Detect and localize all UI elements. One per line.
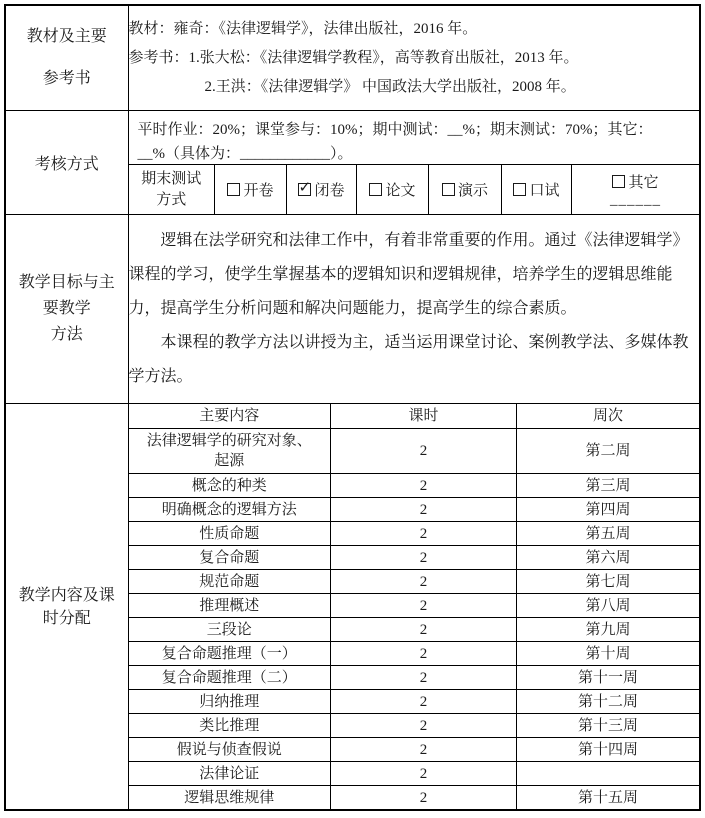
reference-line-1: 参考书：1.张大松：《法律逻辑学教程》，高等教育出版社，2013 年。 [128,49,579,66]
week-cell: 第十一周 [517,666,700,690]
schedule-row [5,404,700,811]
week-cell: 第五周 [517,522,700,546]
topic-cell: 复合命题 [129,546,331,570]
hours-cell: 2 [331,762,517,786]
column-header-week: 周次 [517,404,700,429]
schedule-content [128,404,700,811]
table-row [129,690,700,714]
objectives-header-line: 方法 [50,326,83,343]
option-presentation [429,165,502,215]
schedule-header-line: 教学内容及课 [18,586,115,604]
option-label: 其它 [628,174,659,191]
checkbox-icon[interactable] [369,183,382,196]
textbook-header-line: 教材及主要 [26,28,107,45]
objectives-content [128,215,700,404]
topic-cell: 复合命题推理（一） [129,642,331,666]
assessment-header-label: 考核方式 [34,156,99,173]
table-row [129,498,700,522]
week-cell: 第三周 [517,474,700,498]
hours-cell: 2 [331,546,517,570]
objectives-header-line: 要教学 [42,300,91,317]
topic-cell: 类比推理 [129,714,331,738]
checkbox-icon[interactable] [227,183,240,196]
hours-cell: 2 [331,786,517,810]
table-row [129,474,700,498]
option-essay [357,165,429,215]
topic-cell: 法律论证 [129,762,331,786]
topic-cell: 归纳推理 [129,690,331,714]
topic-cell: 推理概述 [129,594,331,618]
schedule-header-row [129,404,700,429]
assessment-breakdown [129,111,700,164]
checkbox-checked-icon[interactable] [298,183,311,196]
topic-cell: 明确概念的逻辑方法 [129,498,331,522]
syllabus-table [4,4,701,811]
table-row [129,762,700,786]
textbook-header-line: 参考书 [42,70,91,87]
week-cell: 第二周 [517,429,700,474]
option-label: 开卷 [243,183,274,199]
assessment-row-header [5,111,128,215]
other-blank-line: ______ [610,191,661,208]
hours-cell: 2 [331,429,517,474]
topic-cell: 复合命题推理（二） [129,666,331,690]
option-oral [502,165,572,215]
reference-line-2: 2.王洪：《法律逻辑学》 中国政法大学出版社，2008 年。 [204,78,576,95]
textbook-row-header [5,5,128,111]
topic-cell: 法律逻辑学的研究对象、起源 [129,429,331,474]
table-row [129,594,700,618]
table-row [129,546,700,570]
week-cell: 第十三周 [517,714,700,738]
week-cell: 第六周 [517,546,700,570]
week-cell: 第十二周 [517,690,700,714]
final-exam-format-table [129,164,700,214]
week-cell [517,762,700,786]
column-header-topic: 主要内容 [129,404,331,429]
hours-cell: 2 [331,642,517,666]
hours-cell: 2 [331,570,517,594]
table-row [129,666,700,690]
option-label: 口试 [529,183,560,199]
objectives-header-line: 教学目标与主 [18,274,115,291]
week-cell: 第七周 [517,570,700,594]
assessment-row [5,111,700,215]
table-row [129,714,700,738]
hours-cell: 2 [331,498,517,522]
option-closed-book [287,165,357,215]
schedule-table [129,404,700,809]
table-row [129,618,700,642]
checkbox-icon[interactable] [612,175,625,188]
week-cell: 第十四周 [517,738,700,762]
objectives-row [5,215,700,404]
final-exam-format-label: 期末测试 方式 [129,165,215,215]
week-cell: 第十五周 [517,786,700,810]
assessment-breakdown-line: 平时作业：20%；课堂参与：10%；期中测试：__%；期末测试：70%；其它： [137,122,653,138]
hours-cell: 2 [331,690,517,714]
hours-cell: 2 [331,714,517,738]
methods-paragraph: 本课程的教学方法以讲授为主，适当运用课堂讨论、案例教学法、多媒体教学方法。 [128,334,689,385]
topic-cell: 规范命题 [129,570,331,594]
week-cell: 第八周 [517,594,700,618]
textbook-line: 教材：雍奇：《法律逻辑学》，法律出版社，2016 年。 [128,20,478,37]
hours-cell: 2 [331,522,517,546]
textbook-content [128,5,700,111]
objectives-row-header [5,215,128,404]
table-row [129,522,700,546]
option-label: 演示 [457,183,488,199]
schedule-row-header [5,404,128,811]
option-open-book [215,165,287,215]
assessment-breakdown-line: __%（具体为：____________）。 [137,146,353,162]
option-other [572,165,700,215]
table-row [129,642,700,666]
checkbox-icon[interactable] [513,183,526,196]
hours-cell: 2 [331,738,517,762]
checkbox-icon[interactable] [442,183,455,196]
textbook-row [5,5,700,111]
week-cell: 第九周 [517,618,700,642]
topic-cell: 三段论 [129,618,331,642]
option-label: 闭卷 [314,183,345,199]
topic-cell: 性质命题 [129,522,331,546]
table-row [129,786,700,810]
table-row [129,429,700,474]
week-cell: 第十周 [517,642,700,666]
hours-cell: 2 [331,474,517,498]
schedule-header-line: 时分配 [42,609,91,627]
option-label: 论文 [385,183,416,199]
hours-cell: 2 [331,594,517,618]
week-cell: 第四周 [517,498,700,522]
table-row [129,570,700,594]
table-row [129,738,700,762]
hours-cell: 2 [331,666,517,690]
topic-cell: 逻辑思维规律 [184,789,275,806]
topic-cell: 概念的种类 [129,474,331,498]
column-header-hours: 课时 [331,404,517,429]
assessment-content [128,111,700,215]
objectives-paragraph: 逻辑在法学研究和法律工作中，有着非常重要的作用。通过《法律逻辑学》课程的学习，使学生掌握基本的逻辑知识和逻辑规律，培养学生的逻辑思维能力，提高学生分析问题和解决问题能力，提高学生的综合素质。 [128,232,689,317]
topic-cell: 假说与侦查假说 [129,738,331,762]
hours-cell: 2 [331,618,517,642]
